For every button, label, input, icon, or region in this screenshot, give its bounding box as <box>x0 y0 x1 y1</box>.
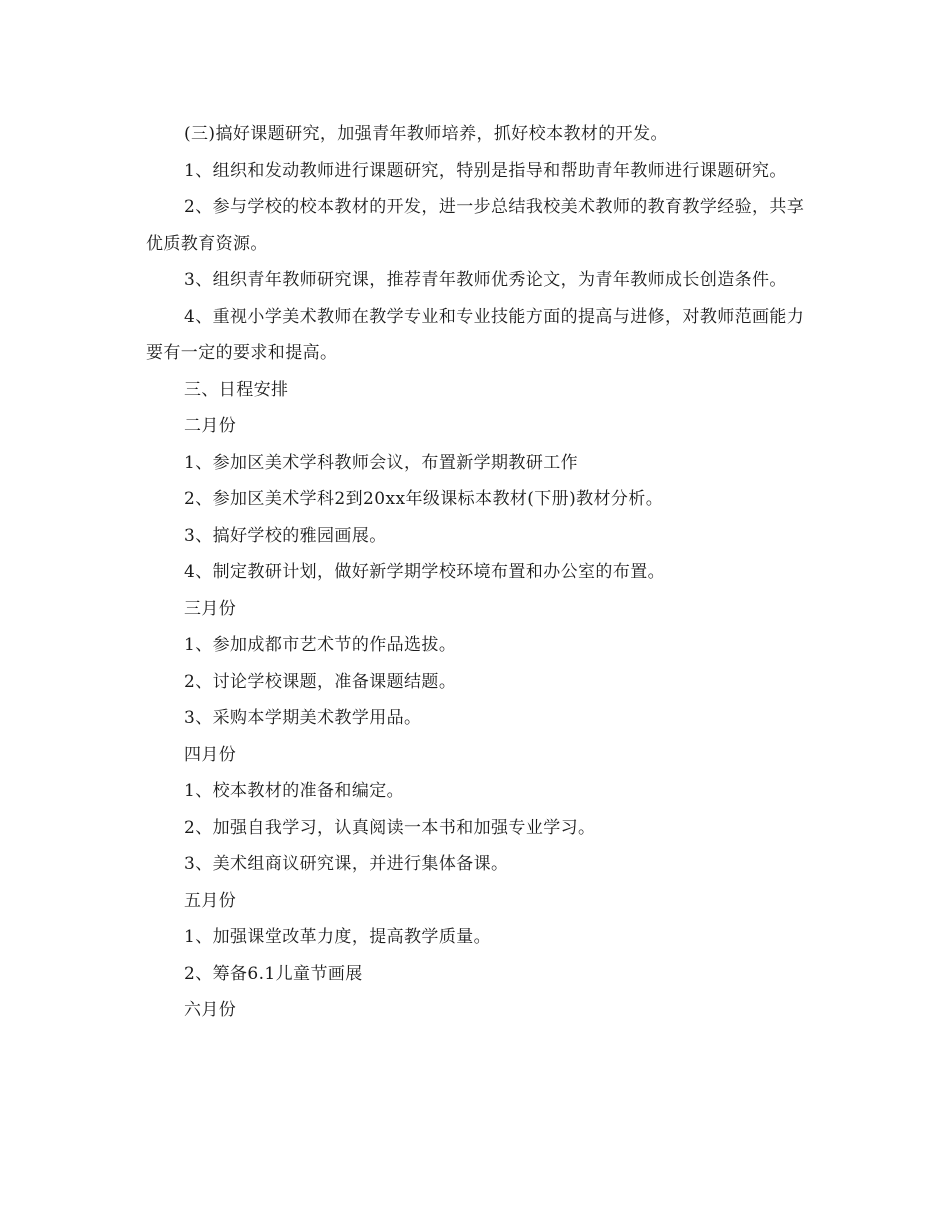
list-item: 1、参加区美术学科教师会议，布置新学期教研工作 <box>184 452 579 473</box>
list-item: 2、参加区美术学科2到20xx年级课标本教材(下册)教材分析。 <box>184 489 664 509</box>
list-item: 1、参加成都市艺术节的作品选拔。 <box>184 635 457 655</box>
list-item: 1、组织和发动教师进行课题研究，特别是指导和帮助青年教师进行课题研究。 <box>184 160 787 181</box>
month-heading-april: 四月份 <box>184 744 237 765</box>
list-item: 2、筹备6.1儿童节画展 <box>184 963 363 984</box>
list-item: 1、加强课堂改革力度，提高教学质量。 <box>184 927 492 947</box>
list-item: 3、搞好学校的雅园画展。 <box>184 525 387 546</box>
month-heading-march: 三月份 <box>184 598 237 619</box>
list-item: 2、参与学校的校本教材的开发，进一步总结我校美术教师的教育教学经验，共享优质教育资源。 <box>146 197 805 254</box>
month-heading-may: 五月份 <box>184 890 237 911</box>
section-heading-research: (三)搞好课题研究，加强青年教师培养，抓好校本教材的开发。 <box>184 124 668 144</box>
list-item: 2、加强自我学习，认真阅读一本书和加强专业学习。 <box>184 817 596 838</box>
month-heading-june: 六月份 <box>184 1000 237 1020</box>
section-heading-schedule: 三、日程安排 <box>184 379 289 400</box>
month-heading-february: 二月份 <box>184 416 237 436</box>
list-item: 3、美术组商议研究课，并进行集体备课。 <box>184 854 509 874</box>
list-item: 3、组织青年教师研究课，推荐青年教师优秀论文，为青年教师成长创造条件。 <box>184 270 787 290</box>
list-item: 1、校本教材的准备和编定。 <box>184 781 405 801</box>
list-item: 3、采购本学期美术教学用品。 <box>184 708 422 728</box>
list-item: 4、制定教研计划，做好新学期学校环境布置和办公室的布置。 <box>184 562 666 582</box>
list-item: 4、重视小学美术教师在教学专业和专业技能方面的提高与进修，对教师范画能力要有一定的要求和提高。 <box>146 306 805 363</box>
document-body <box>146 116 806 1029</box>
list-item: 2、讨论学校课题，准备课题结题。 <box>184 671 457 692</box>
